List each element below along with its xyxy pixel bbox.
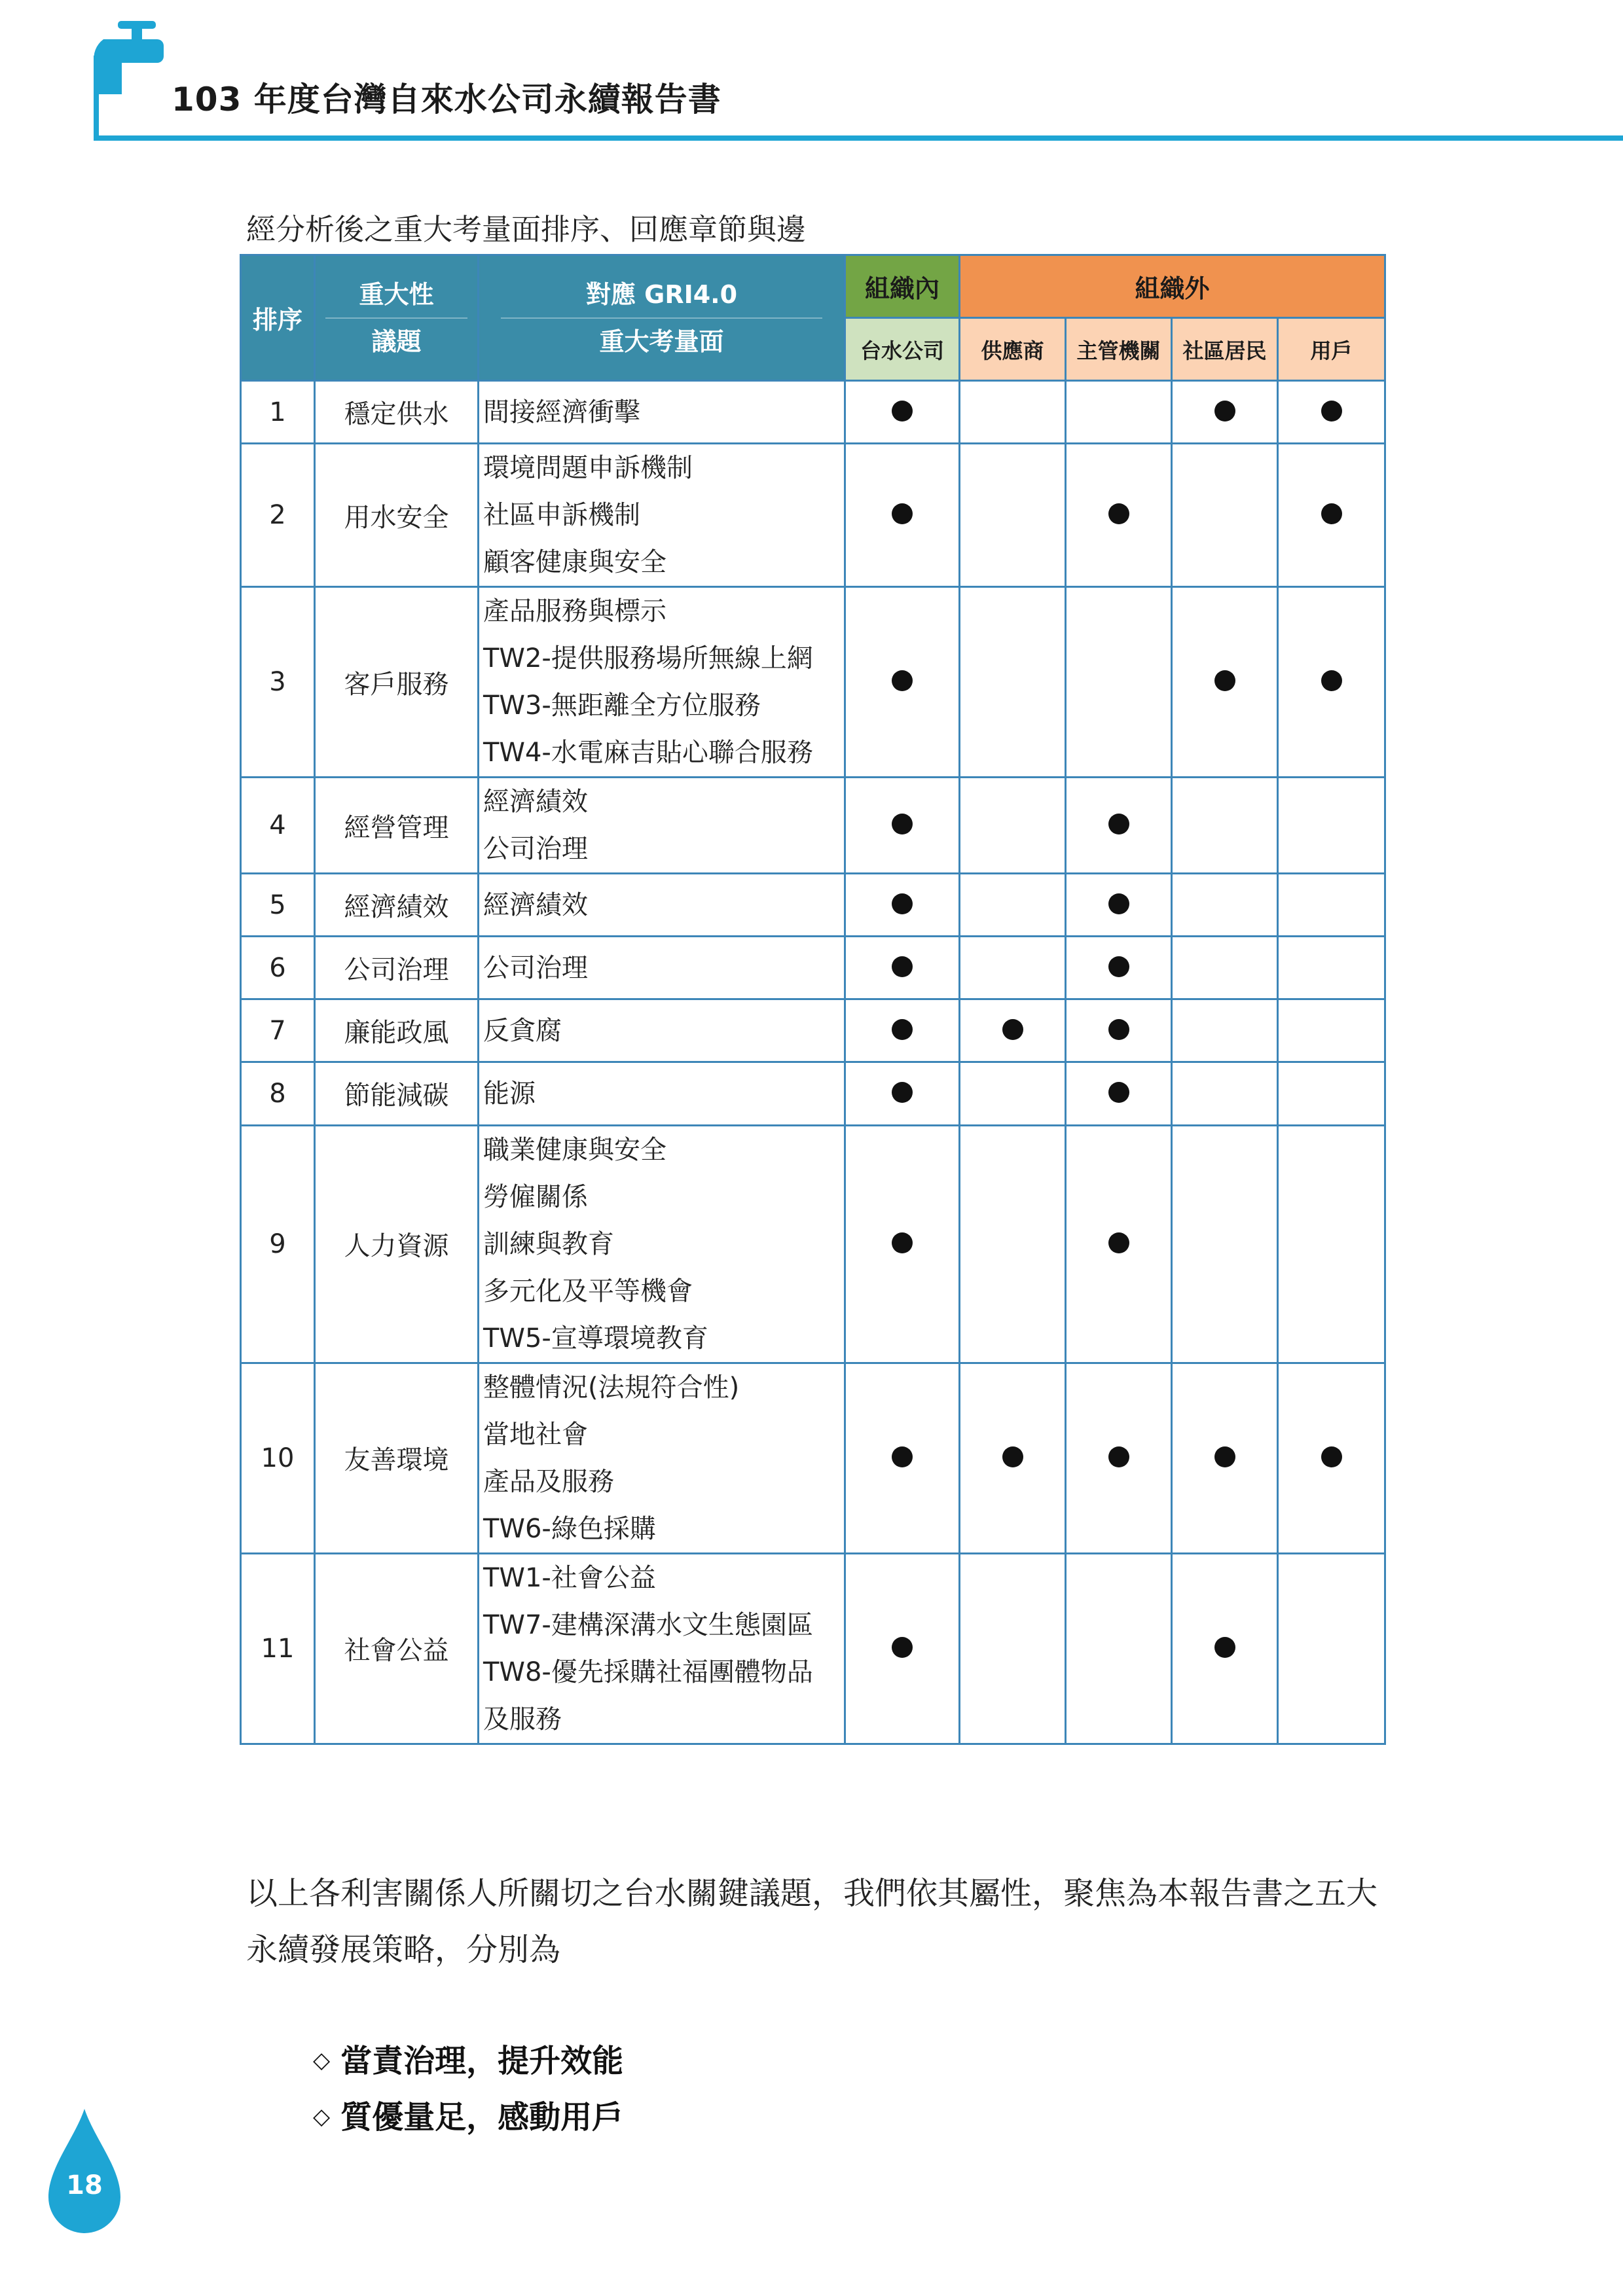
boundary-cell [960, 937, 1066, 999]
aspect-item: TW7-建構深溝水文生態園區 [483, 1609, 813, 1640]
bullet-dot-icon [1214, 401, 1235, 422]
boundary-cell [1066, 874, 1172, 937]
rank-cell: 3 [241, 587, 315, 778]
boundary-cell [1172, 937, 1278, 999]
issue-cell: 社會公益 [315, 1553, 479, 1744]
boundary-cell [1172, 1125, 1278, 1363]
table-row [241, 999, 1385, 1062]
bullet-dot-icon [892, 1082, 913, 1103]
boundary-cell [1278, 381, 1385, 444]
issue-cell: 公司治理 [315, 937, 479, 999]
aspect-cell [479, 587, 845, 778]
boundary-cell [1278, 999, 1385, 1062]
boundary-cell [845, 1553, 960, 1744]
aspect-cell [479, 999, 845, 1062]
header-accent-rule [94, 135, 1623, 141]
bullet-dot-icon [1108, 1082, 1129, 1103]
boundary-cell [1278, 1553, 1385, 1744]
boundary-cell [960, 999, 1066, 1062]
boundary-cell [1172, 1062, 1278, 1125]
bullet-dot-icon [892, 956, 913, 977]
boundary-cell [845, 937, 960, 999]
aspect-item: 當地社會 [483, 1419, 588, 1450]
aspect-item: 產品及服務 [483, 1466, 614, 1497]
boundary-cell [1278, 1363, 1385, 1553]
boundary-cell [1066, 1363, 1172, 1553]
materiality-table [240, 254, 1386, 1745]
boundary-cell [1172, 381, 1278, 444]
issue-cell: 人力資源 [315, 1125, 479, 1363]
header-sub-taiwan-water: 台水公司 [845, 318, 960, 381]
bullet-dot-icon [1108, 1232, 1129, 1253]
aspect-cell [479, 1553, 845, 1744]
rank-cell: 1 [241, 381, 315, 444]
aspect-item: TW2-提供服務場所無線上網 [483, 643, 813, 674]
issue-cell: 客戶服務 [315, 587, 479, 778]
aspect-cell [479, 1125, 845, 1363]
boundary-cell [1278, 778, 1385, 874]
header-inside-org: 組織內 [845, 255, 960, 318]
bullet-dot-icon [1214, 670, 1235, 691]
table-row [241, 587, 1385, 778]
boundary-cell [1278, 444, 1385, 587]
boundary-cell [960, 874, 1066, 937]
boundary-cell [1066, 1553, 1172, 1744]
bullet-dot-icon [1214, 1446, 1235, 1467]
boundary-cell [960, 587, 1066, 778]
summary-paragraph: 以上各利害關係人所關切之台水關鍵議題，我們依其屬性，聚焦為本報告書之五大永續發展策略，分別為 [246, 1875, 1378, 1968]
boundary-cell [845, 1125, 960, 1363]
boundary-cell [1278, 587, 1385, 778]
aspect-cell [479, 937, 845, 999]
rank-cell: 4 [241, 778, 315, 874]
aspect-cell [479, 874, 845, 937]
aspect-item: 能源 [483, 1078, 536, 1109]
issue-cell: 廉能政風 [315, 999, 479, 1062]
bullet-dot-icon [1321, 401, 1342, 422]
boundary-cell [1066, 587, 1172, 778]
boundary-cell [845, 1363, 960, 1553]
bullet-dot-icon [1321, 670, 1342, 691]
bullet-dot-icon [1214, 1637, 1235, 1658]
diamond-bullet-icon: ◇ [313, 2104, 331, 2130]
bullet-dot-icon [892, 503, 913, 524]
aspect-item: 環境問題申訴機制 [483, 453, 693, 484]
aspect-item: 經濟績效 [483, 787, 588, 817]
diamond-bullet-icon: ◇ [313, 2047, 331, 2073]
rank-cell: 9 [241, 1125, 315, 1363]
boundary-cell [1172, 1363, 1278, 1553]
boundary-cell [845, 874, 960, 937]
aspect-cell [479, 444, 845, 587]
bullet-dot-icon [892, 1446, 913, 1467]
bullet-dot-icon [1108, 956, 1129, 977]
boundary-cell [1066, 1062, 1172, 1125]
rank-cell: 6 [241, 937, 315, 999]
table-row [241, 1553, 1385, 1744]
rank-cell: 2 [241, 444, 315, 587]
header-rank: 排序 [241, 255, 315, 381]
header-sub-community: 社區居民 [1172, 318, 1278, 381]
aspect-item: 及服務 [483, 1704, 562, 1734]
rank-cell: 11 [241, 1553, 315, 1744]
bullet-dot-icon [892, 814, 913, 834]
table-row [241, 444, 1385, 587]
table-row [241, 874, 1385, 937]
faucet-icon [84, 17, 175, 109]
aspect-item: TW1-社會公益 [483, 1562, 656, 1593]
bullet-dot-icon [1321, 1446, 1342, 1467]
boundary-cell [960, 444, 1066, 587]
header-issue: 重大性 議題 [315, 255, 479, 381]
boundary-cell [960, 1363, 1066, 1553]
header-outside-org: 組織外 [960, 255, 1385, 318]
boundary-cell [845, 444, 960, 587]
bullet-dot-icon [892, 401, 913, 422]
boundary-cell [1278, 1062, 1385, 1125]
boundary-cell [1066, 937, 1172, 999]
boundary-cell [845, 999, 960, 1062]
strategy-item: ◇ 當責治理，提升效能 [313, 2043, 624, 2079]
boundary-cell [1172, 444, 1278, 587]
table-row [241, 937, 1385, 999]
page-number: 18 [66, 2170, 103, 2200]
header-aspect: 對應 GRI4.0 重大考量面 [479, 255, 845, 381]
aspect-item: 公司治理 [483, 952, 588, 983]
boundary-cell [960, 778, 1066, 874]
aspect-cell [479, 778, 845, 874]
bullet-dot-icon [1002, 1019, 1023, 1040]
aspect-item: 勞僱關係 [483, 1181, 588, 1212]
aspect-item: 公司治理 [483, 834, 588, 865]
bullet-dot-icon [1108, 893, 1129, 914]
table-row [241, 381, 1385, 444]
aspect-item: 社區申訴機制 [483, 500, 640, 531]
table-row [241, 778, 1385, 874]
strategy-item: ◇ 質優量足，感動用戶 [313, 2099, 624, 2136]
aspect-cell [479, 381, 845, 444]
bullet-dot-icon [1321, 503, 1342, 524]
aspect-cell [479, 1363, 845, 1553]
issue-cell: 穩定供水 [315, 381, 479, 444]
boundary-cell [845, 1062, 960, 1125]
bullet-dot-icon [892, 1232, 913, 1253]
rank-cell: 5 [241, 874, 315, 937]
aspect-item: TW4-水電麻吉貼心聯合服務 [483, 738, 813, 768]
aspect-item: 反貪腐 [483, 1015, 562, 1046]
bullet-dot-icon [892, 1019, 913, 1040]
aspect-item: 顧客健康與安全 [483, 547, 666, 578]
boundary-cell [1172, 1553, 1278, 1744]
report-title: 103 年度台灣自來水公司永續報告書 [172, 81, 721, 118]
aspect-item: TW6-綠色採購 [483, 1513, 656, 1544]
aspect-item: TW5-宣導環境教育 [483, 1323, 708, 1354]
aspect-item: 產品服務與標示 [483, 596, 666, 627]
boundary-cell [1278, 937, 1385, 999]
issue-cell: 用水安全 [315, 444, 479, 587]
boundary-cell [845, 587, 960, 778]
boundary-cell [1172, 587, 1278, 778]
bullet-dot-icon [1108, 814, 1129, 834]
boundary-cell [960, 1062, 1066, 1125]
aspect-item: 經濟績效 [483, 889, 588, 920]
table-row [241, 1363, 1385, 1553]
boundary-cell [845, 381, 960, 444]
aspect-item: 多元化及平等機會 [483, 1276, 693, 1306]
issue-cell: 節能減碳 [315, 1062, 479, 1125]
boundary-cell [960, 1553, 1066, 1744]
aspect-item: TW8-優先採購社福團體物品 [483, 1657, 813, 1687]
bullet-dot-icon [1002, 1446, 1023, 1467]
bullet-dot-icon [1108, 1019, 1129, 1040]
aspect-item: 職業健康與安全 [483, 1134, 666, 1165]
boundary-cell [1278, 1125, 1385, 1363]
bullet-dot-icon [1108, 503, 1129, 524]
header-sub-supplier: 供應商 [960, 318, 1066, 381]
issue-cell: 友善環境 [315, 1363, 479, 1553]
bullet-dot-icon [892, 893, 913, 914]
rank-cell: 10 [241, 1363, 315, 1553]
aspect-item: 整體情況(法規符合性) [483, 1372, 740, 1403]
bullet-dot-icon [892, 670, 913, 691]
boundary-cell [1172, 778, 1278, 874]
boundary-cell [1066, 1125, 1172, 1363]
header-sub-customer: 用戶 [1278, 318, 1385, 381]
bullet-dot-icon [892, 1637, 913, 1658]
issue-cell: 經濟績效 [315, 874, 479, 937]
boundary-cell [1066, 999, 1172, 1062]
issue-cell: 經營管理 [315, 778, 479, 874]
bullet-dot-icon [1108, 1446, 1129, 1467]
table-row [241, 1062, 1385, 1125]
boundary-cell [1172, 874, 1278, 937]
aspect-item: TW3-無距離全方位服務 [483, 691, 761, 721]
boundary-cell [960, 381, 1066, 444]
aspect-cell [479, 1062, 845, 1125]
boundary-cell [1066, 778, 1172, 874]
boundary-cell [1278, 874, 1385, 937]
aspect-item: 間接經濟衝擊 [483, 397, 640, 427]
header-sub-authority: 主管機關 [1066, 318, 1172, 381]
boundary-cell [1066, 381, 1172, 444]
aspect-item: 訓練與教育 [483, 1229, 614, 1259]
rank-cell: 8 [241, 1062, 315, 1125]
boundary-cell [845, 778, 960, 874]
table-row [241, 1125, 1385, 1363]
boundary-cell [960, 1125, 1066, 1363]
boundary-cell [1172, 999, 1278, 1062]
table-caption: 經分析後之重大考量面排序、回應章節與邊 [246, 212, 807, 247]
rank-cell: 7 [241, 999, 315, 1062]
boundary-cell [1066, 444, 1172, 587]
